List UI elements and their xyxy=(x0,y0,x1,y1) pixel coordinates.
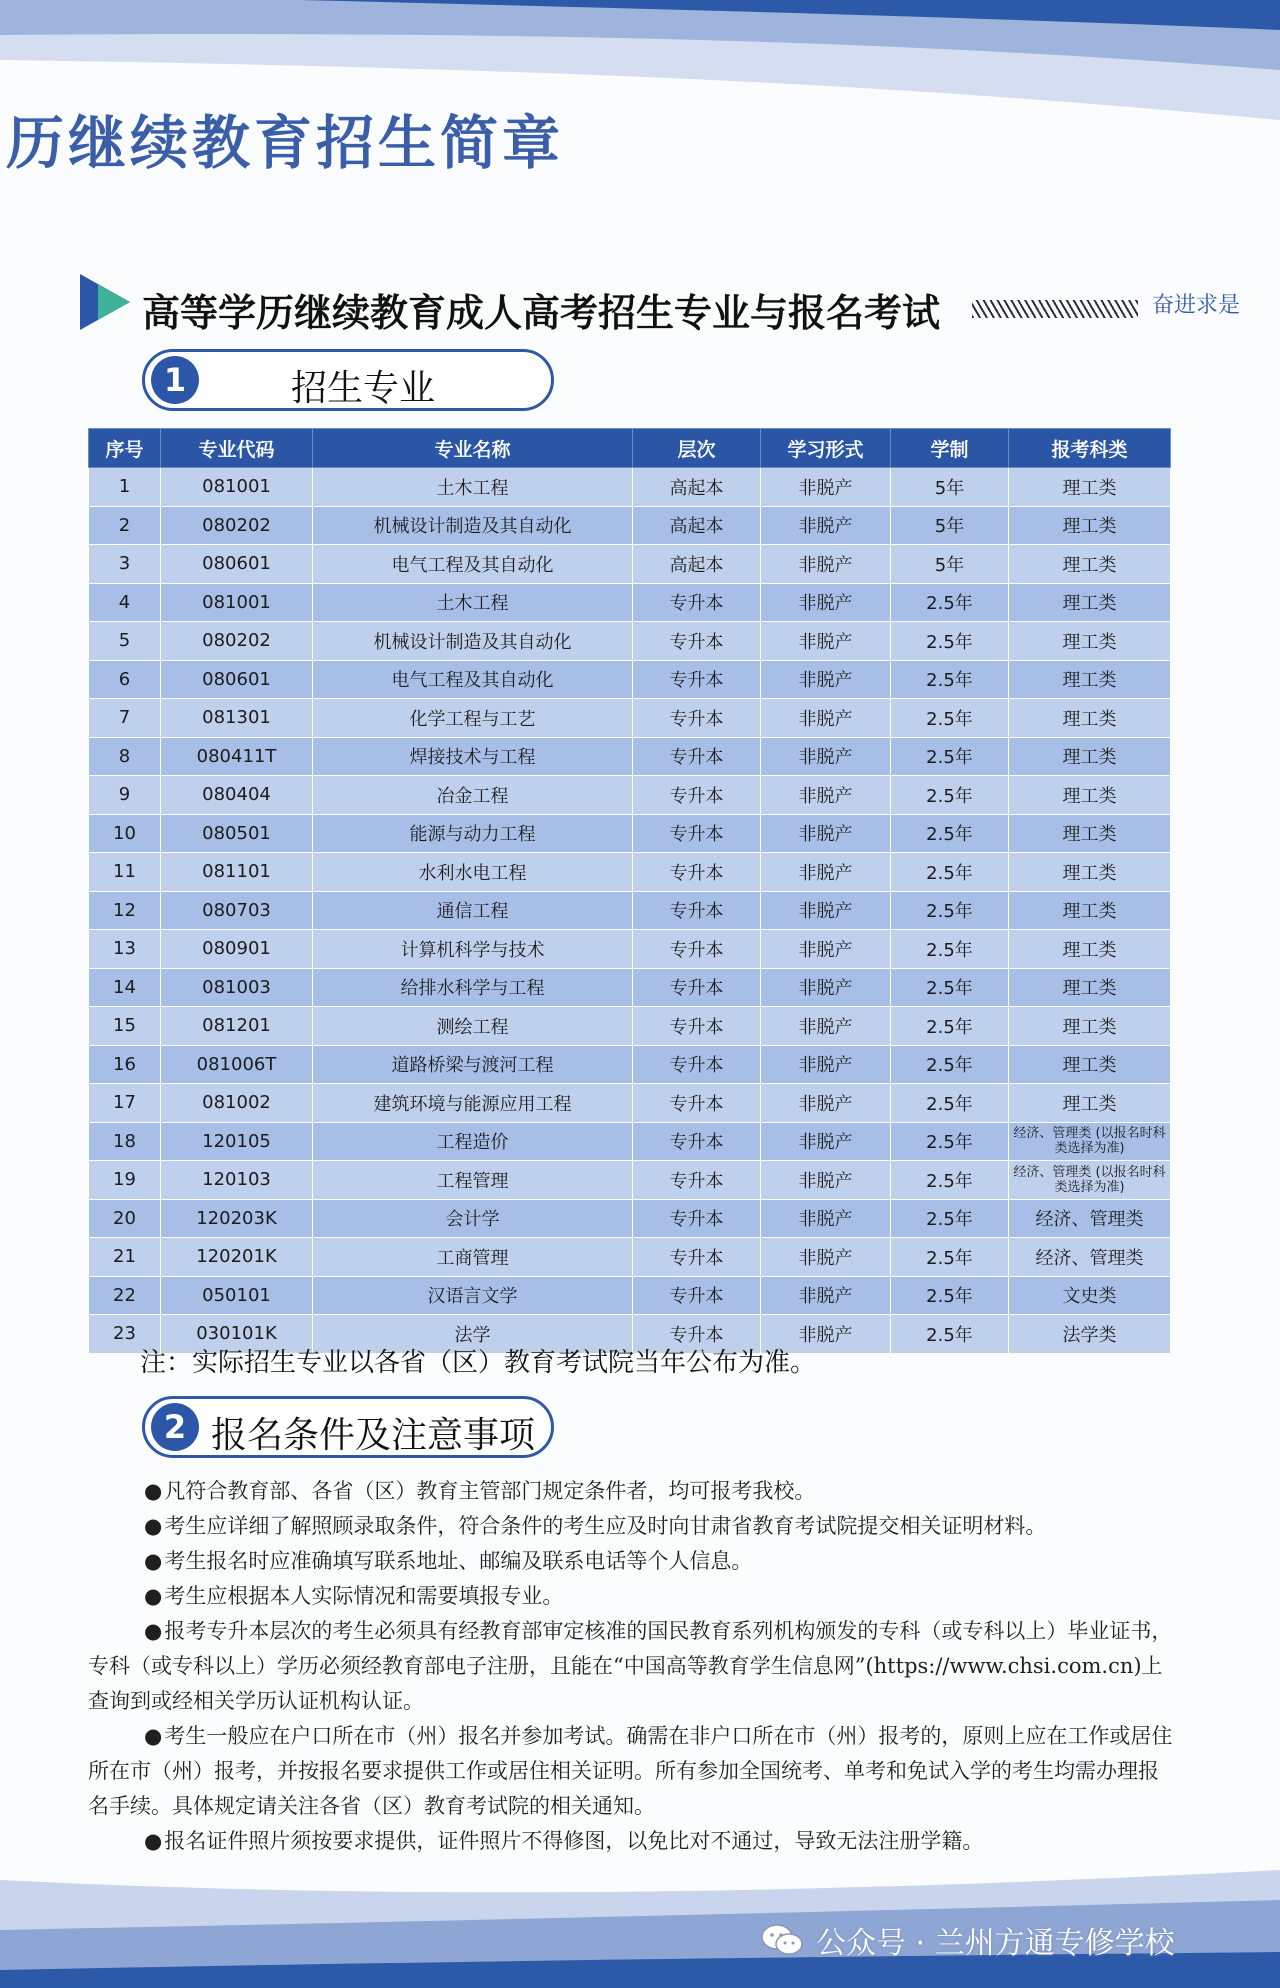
watermark xyxy=(760,1918,1175,1962)
cell-index: 2 xyxy=(89,506,161,545)
cell-level: 专升本 xyxy=(633,1315,761,1354)
cell-study-mode: 非脱产 xyxy=(761,1007,891,1046)
table-row xyxy=(89,545,1171,584)
cell-duration: 2.5年 xyxy=(891,1007,1009,1046)
cell-level: 专升本 xyxy=(633,930,761,969)
cell-level: 专升本 xyxy=(633,968,761,1007)
cell-duration: 2.5年 xyxy=(891,583,1009,622)
cell-study-mode: 非脱产 xyxy=(761,853,891,892)
cell-level: 专升本 xyxy=(633,1276,761,1315)
cell-major: 计算机科学与技术 xyxy=(313,930,633,969)
cell-duration: 2.5年 xyxy=(891,660,1009,699)
cell-major: 电气工程及其自动化 xyxy=(313,660,633,699)
cell-duration: 2.5年 xyxy=(891,1315,1009,1354)
cell-code: 080601 xyxy=(161,545,313,584)
cell-category: 理工类 xyxy=(1009,1007,1171,1046)
cell-level: 高起本 xyxy=(633,545,761,584)
list-item: ● 报名证件照片须按要求提供，证件照片不得修图，以免比对不通过，导致无法注册学籍。 xyxy=(88,1824,1173,1859)
cell-code: 081101 xyxy=(161,853,313,892)
note-text: 注：实际招生专业以各省（区）教育考试院当年公布为准。 xyxy=(140,1348,817,1378)
majors-table xyxy=(88,428,1171,1354)
cell-major: 冶金工程 xyxy=(313,776,633,815)
cell-level: 专升本 xyxy=(633,1007,761,1046)
cell-study-mode: 非脱产 xyxy=(761,968,891,1007)
cell-major: 工程造价 xyxy=(313,1122,633,1161)
list-item: ● 考生应根据本人实际情况和需要填报专业。 xyxy=(88,1579,1173,1614)
table-row xyxy=(89,968,1171,1007)
cell-code: 030101K xyxy=(161,1315,313,1354)
cell-duration: 5年 xyxy=(891,545,1009,584)
cell-index: 8 xyxy=(89,737,161,776)
cell-study-mode: 非脱产 xyxy=(761,737,891,776)
cell-category: 经济、管理类 (以报名时科类选择为准) xyxy=(1009,1161,1171,1200)
section-header xyxy=(80,270,1241,340)
cell-study-mode: 非脱产 xyxy=(761,1122,891,1161)
cell-duration: 2.5年 xyxy=(891,814,1009,853)
cell-duration: 2.5年 xyxy=(891,1238,1009,1277)
list-item: ● 考生一般应在户口所在市（州）报名并参加考试。确需在非户口所在市（州）报考的，原则上应在工作或居住所在市（州）报考，并按报名要求提供工作或居住相关证明。所有参加全国统考、单考和免试入学的考生均需办理报名手续。具体规定请关注各省（区）教育考试院的相关通知。 xyxy=(88,1719,1173,1824)
cell-category: 理工类 xyxy=(1009,930,1171,969)
cell-category: 理工类 xyxy=(1009,545,1171,584)
cell-major: 土木工程 xyxy=(313,468,633,507)
cell-category: 理工类 xyxy=(1009,699,1171,738)
cell-category: 经济、管理类 xyxy=(1009,1238,1171,1277)
cell-category: 理工类 xyxy=(1009,737,1171,776)
cell-major: 会计学 xyxy=(313,1199,633,1238)
cell-major: 机械设计制造及其自动化 xyxy=(313,506,633,545)
table-row xyxy=(89,930,1171,969)
cell-level: 专升本 xyxy=(633,1084,761,1123)
cell-major: 建筑环境与能源应用工程 xyxy=(313,1084,633,1123)
cell-index: 4 xyxy=(89,583,161,622)
cell-study-mode: 非脱产 xyxy=(761,506,891,545)
cell-category: 理工类 xyxy=(1009,583,1171,622)
cell-duration: 2.5年 xyxy=(891,1161,1009,1200)
cell-category: 理工类 xyxy=(1009,1045,1171,1084)
table-row xyxy=(89,660,1171,699)
cell-index: 3 xyxy=(89,545,161,584)
col-header-level: 层次 xyxy=(633,429,761,468)
cell-duration: 2.5年 xyxy=(891,1084,1009,1123)
col-header-study-mode: 学习形式 xyxy=(761,429,891,468)
list-item: ● 考生报名时应准确填写联系地址、邮编及联系电话等个人信息。 xyxy=(88,1544,1173,1579)
cell-code: 081001 xyxy=(161,468,313,507)
cell-major: 汉语言文学 xyxy=(313,1276,633,1315)
cell-index: 16 xyxy=(89,1045,161,1084)
list-item: ● 考生应详细了解照顾录取条件，符合条件的考生应及时向甘肃省教育考试院提交相关证明材料。 xyxy=(88,1509,1173,1544)
cell-index: 11 xyxy=(89,853,161,892)
table-row xyxy=(89,891,1171,930)
cell-study-mode: 非脱产 xyxy=(761,814,891,853)
cell-code: 120105 xyxy=(161,1122,313,1161)
cell-level: 专升本 xyxy=(633,891,761,930)
cell-study-mode: 非脱产 xyxy=(761,622,891,661)
cell-level: 专升本 xyxy=(633,1161,761,1200)
cell-code: 081006T xyxy=(161,1045,313,1084)
table-row xyxy=(89,1045,1171,1084)
cell-code: 080501 xyxy=(161,814,313,853)
cell-code: 080601 xyxy=(161,660,313,699)
wechat-icon xyxy=(760,1922,804,1958)
table-row xyxy=(89,776,1171,815)
table-row xyxy=(89,1161,1171,1200)
cell-code: 081301 xyxy=(161,699,313,738)
cell-category: 理工类 xyxy=(1009,891,1171,930)
cell-duration: 2.5年 xyxy=(891,699,1009,738)
cell-duration: 5年 xyxy=(891,506,1009,545)
cell-index: 1 xyxy=(89,468,161,507)
cell-study-mode: 非脱产 xyxy=(761,545,891,584)
cell-code: 081002 xyxy=(161,1084,313,1123)
cell-index: 6 xyxy=(89,660,161,699)
cell-major: 电气工程及其自动化 xyxy=(313,545,633,584)
cell-major: 法学 xyxy=(313,1315,633,1354)
cell-code: 080202 xyxy=(161,622,313,661)
cell-duration: 2.5年 xyxy=(891,1199,1009,1238)
cell-duration: 2.5年 xyxy=(891,891,1009,930)
cell-index: 13 xyxy=(89,930,161,969)
section2-heading xyxy=(142,1396,554,1458)
cell-index: 15 xyxy=(89,1007,161,1046)
cell-level: 专升本 xyxy=(633,853,761,892)
col-header-category: 报考科类 xyxy=(1009,429,1171,468)
cell-duration: 2.5年 xyxy=(891,737,1009,776)
cell-level: 高起本 xyxy=(633,506,761,545)
cell-study-mode: 非脱产 xyxy=(761,891,891,930)
cell-code: 120201K xyxy=(161,1238,313,1277)
cell-major: 给排水科学与工程 xyxy=(313,968,633,1007)
cell-duration: 2.5年 xyxy=(891,1045,1009,1084)
cell-index: 20 xyxy=(89,1199,161,1238)
watermark-text: 公众号 · 兰州方通专修学校 xyxy=(816,1926,1175,1961)
col-header-index: 序号 xyxy=(89,429,161,468)
cell-code: 120203K xyxy=(161,1199,313,1238)
table-row xyxy=(89,622,1171,661)
table-row xyxy=(89,699,1171,738)
cell-study-mode: 非脱产 xyxy=(761,1161,891,1200)
cell-category: 理工类 xyxy=(1009,660,1171,699)
cell-code: 081001 xyxy=(161,583,313,622)
cell-code: 120103 xyxy=(161,1161,313,1200)
col-header-duration: 学制 xyxy=(891,429,1009,468)
cell-duration: 2.5年 xyxy=(891,853,1009,892)
cell-level: 专升本 xyxy=(633,699,761,738)
table-row xyxy=(89,1199,1171,1238)
table-header-row xyxy=(89,429,1171,468)
cell-study-mode: 非脱产 xyxy=(761,1045,891,1084)
table-row xyxy=(89,1084,1171,1123)
list-item: ● 凡符合教育部、各省（区）教育主管部门规定条件者，均可报考我校。 xyxy=(88,1474,1173,1509)
cell-index: 21 xyxy=(89,1238,161,1277)
cell-study-mode: 非脱产 xyxy=(761,1276,891,1315)
cell-major: 土木工程 xyxy=(313,583,633,622)
cell-index: 18 xyxy=(89,1122,161,1161)
cell-category: 理工类 xyxy=(1009,776,1171,815)
table-row xyxy=(89,1238,1171,1277)
cell-study-mode: 非脱产 xyxy=(761,699,891,738)
cell-category: 经济、管理类 xyxy=(1009,1199,1171,1238)
cell-duration: 2.5年 xyxy=(891,968,1009,1007)
cell-level: 专升本 xyxy=(633,660,761,699)
cell-level: 专升本 xyxy=(633,737,761,776)
table-row xyxy=(89,468,1171,507)
cell-duration: 5年 xyxy=(891,468,1009,507)
cell-category: 理工类 xyxy=(1009,506,1171,545)
cell-code: 081003 xyxy=(161,968,313,1007)
cell-index: 10 xyxy=(89,814,161,853)
page-title: 历继续教育招生简章 xyxy=(6,109,565,177)
cell-duration: 2.5年 xyxy=(891,776,1009,815)
cell-code: 080411T xyxy=(161,737,313,776)
cell-major: 工商管理 xyxy=(313,1238,633,1277)
cell-study-mode: 非脱产 xyxy=(761,1238,891,1277)
cell-category: 理工类 xyxy=(1009,853,1171,892)
cell-index: 14 xyxy=(89,968,161,1007)
cell-category: 理工类 xyxy=(1009,1084,1171,1123)
cell-study-mode: 非脱产 xyxy=(761,1315,891,1354)
cell-level: 专升本 xyxy=(633,622,761,661)
cell-major: 测绘工程 xyxy=(313,1007,633,1046)
cell-major: 工程管理 xyxy=(313,1161,633,1200)
cell-study-mode: 非脱产 xyxy=(761,583,891,622)
cell-category: 理工类 xyxy=(1009,968,1171,1007)
cell-level: 专升本 xyxy=(633,1238,761,1277)
cell-index: 12 xyxy=(89,891,161,930)
table-row xyxy=(89,1276,1171,1315)
cell-code: 050101 xyxy=(161,1276,313,1315)
table-row xyxy=(89,814,1171,853)
section1-heading xyxy=(142,349,554,411)
cell-study-mode: 非脱产 xyxy=(761,1199,891,1238)
section-title: 高等学历继续教育成人高考招生专业与报名考试 xyxy=(142,291,941,335)
cell-duration: 2.5年 xyxy=(891,622,1009,661)
table-row xyxy=(89,583,1171,622)
cell-major: 化学工程与工艺 xyxy=(313,699,633,738)
cell-code: 080703 xyxy=(161,891,313,930)
table-body xyxy=(89,468,1171,1354)
cell-code: 081201 xyxy=(161,1007,313,1046)
cell-study-mode: 非脱产 xyxy=(761,1084,891,1123)
col-header-code: 专业代码 xyxy=(161,429,313,468)
cell-level: 专升本 xyxy=(633,814,761,853)
cell-duration: 2.5年 xyxy=(891,1122,1009,1161)
conditions-list xyxy=(88,1474,1173,1859)
section2-number: 2 xyxy=(151,1403,199,1451)
cell-study-mode: 非脱产 xyxy=(761,660,891,699)
section2-title: 报名条件及注意事项 xyxy=(211,1415,536,1456)
table-row xyxy=(89,853,1171,892)
motto: 奋进求是 xyxy=(1152,293,1241,318)
section1-number: 1 xyxy=(151,356,199,404)
cell-index: 17 xyxy=(89,1084,161,1123)
hatch-decor xyxy=(972,300,1138,318)
cell-index: 7 xyxy=(89,699,161,738)
cell-category: 理工类 xyxy=(1009,622,1171,661)
cell-level: 高起本 xyxy=(633,468,761,507)
cell-duration: 2.5年 xyxy=(891,1276,1009,1315)
cell-duration: 2.5年 xyxy=(891,930,1009,969)
cell-level: 专升本 xyxy=(633,1122,761,1161)
cell-index: 23 xyxy=(89,1315,161,1354)
cell-category: 理工类 xyxy=(1009,468,1171,507)
cell-index: 9 xyxy=(89,776,161,815)
cell-study-mode: 非脱产 xyxy=(761,930,891,969)
cell-category: 文史类 xyxy=(1009,1276,1171,1315)
cell-level: 专升本 xyxy=(633,1199,761,1238)
cell-code: 080901 xyxy=(161,930,313,969)
cell-major: 通信工程 xyxy=(313,891,633,930)
cell-code: 080404 xyxy=(161,776,313,815)
play-triangle-icon xyxy=(80,274,130,330)
cell-study-mode: 非脱产 xyxy=(761,776,891,815)
table-row xyxy=(89,737,1171,776)
cell-level: 专升本 xyxy=(633,776,761,815)
cell-major: 道路桥梁与渡河工程 xyxy=(313,1045,633,1084)
cell-category: 理工类 xyxy=(1009,814,1171,853)
cell-category: 经济、管理类 (以报名时科类选择为准) xyxy=(1009,1122,1171,1161)
cell-major: 能源与动力工程 xyxy=(313,814,633,853)
cell-index: 22 xyxy=(89,1276,161,1315)
cell-index: 19 xyxy=(89,1161,161,1200)
cell-study-mode: 非脱产 xyxy=(761,468,891,507)
cell-major: 焊接技术与工程 xyxy=(313,737,633,776)
cell-major: 水利水电工程 xyxy=(313,853,633,892)
cell-major: 机械设计制造及其自动化 xyxy=(313,622,633,661)
table-row xyxy=(89,1122,1171,1161)
table-row xyxy=(89,506,1171,545)
cell-index: 5 xyxy=(89,622,161,661)
list-item: ● 报考专升本层次的考生必须具有经教育部审定核准的国民教育系列机构颁发的专科（或专科以上）毕业证书，专科（或专科以上）学历必须经教育部电子注册，且能在“中国高等教育学生信息网”(https://www.chsi.com.cn)上查询到或经相关学历认证机构认证。 xyxy=(88,1614,1173,1719)
section1-title: 招生专业 xyxy=(291,368,436,409)
cell-category: 法学类 xyxy=(1009,1315,1171,1354)
cell-level: 专升本 xyxy=(633,1045,761,1084)
col-header-major: 专业名称 xyxy=(313,429,633,468)
cell-level: 专升本 xyxy=(633,583,761,622)
table-row xyxy=(89,1007,1171,1046)
cell-code: 080202 xyxy=(161,506,313,545)
